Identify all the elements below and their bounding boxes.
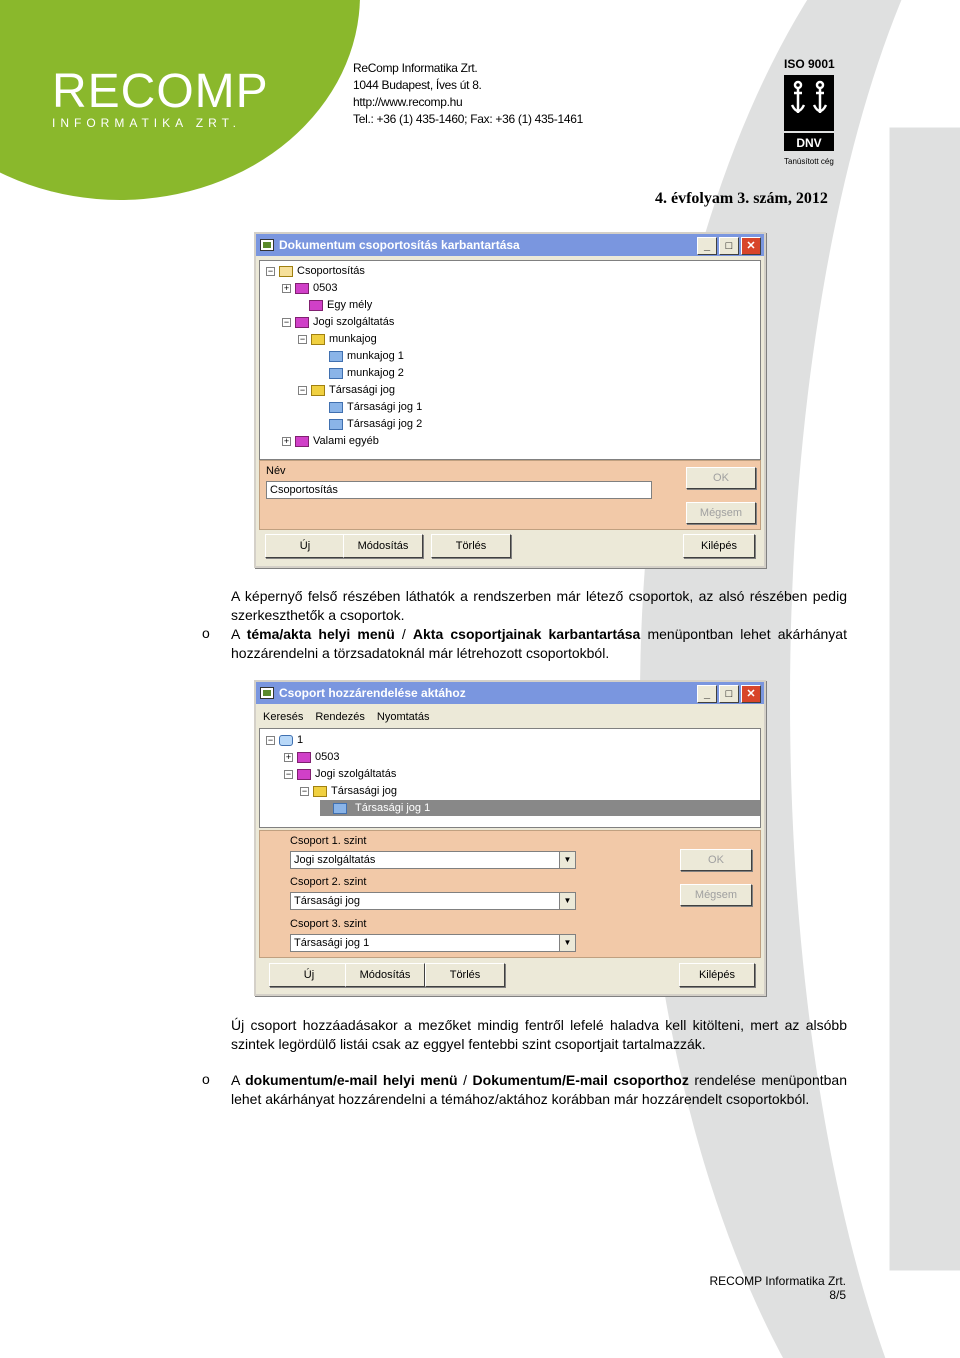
ok-button[interactable]: OK	[680, 849, 752, 871]
dropdown-arrow-icon[interactable]: ▼	[559, 893, 575, 909]
tree-node-label: munkajog 1	[347, 350, 404, 362]
tree-node[interactable]	[266, 263, 365, 279]
folder-icon	[311, 334, 325, 345]
tree-node-label: 0503	[313, 282, 338, 294]
tree-node-label: munkajog	[329, 333, 377, 345]
window-title: Csoport hozzárendelése aktához	[279, 686, 466, 700]
collapse-icon[interactable]: −	[267, 265, 274, 276]
new-button[interactable]: Új	[265, 534, 345, 558]
minimize-button[interactable]: _	[697, 685, 717, 703]
window-title: Dokumentum csoportosítás karbantartása	[279, 238, 520, 252]
edit-panel	[259, 460, 761, 530]
level-panel	[259, 830, 761, 958]
tree-node-label: Társasági jog 1	[351, 802, 434, 814]
window-titlebar[interactable]	[256, 682, 764, 704]
app-icon	[260, 239, 274, 251]
footer-company: RECOMP Informatika Zrt.	[709, 1274, 846, 1288]
tree-node-label: Csoportosítás	[297, 265, 365, 277]
tree-node[interactable]	[316, 348, 404, 364]
delete-button[interactable]: Törlés	[431, 534, 511, 558]
company-address: 1044 Budapest, Íves út 8.	[353, 78, 482, 92]
folder-icon	[333, 803, 347, 814]
tree-node-label: Társasági jog	[331, 785, 398, 797]
folder-icon	[329, 402, 343, 413]
tree-node-label: Társasági jog 2	[347, 418, 423, 430]
close-button[interactable]: ✕	[741, 237, 761, 255]
exit-button[interactable]: Kilépés	[683, 534, 755, 558]
paragraph-2	[231, 625, 847, 663]
tree-node-label: Jogi szolgáltatás	[315, 768, 397, 780]
collapse-icon[interactable]: −	[283, 316, 290, 327]
cancel-button[interactable]: Mégsem	[686, 502, 756, 524]
tree-node[interactable]	[316, 416, 422, 432]
footer	[710, 1274, 846, 1302]
group-assignment-window	[254, 680, 766, 996]
folder-icon	[329, 351, 343, 362]
tree-node[interactable]	[296, 297, 372, 313]
p2-menu-name: téma/akta helyi menü	[246, 626, 395, 642]
tree-node[interactable]	[282, 280, 337, 296]
issue-number: 4. évfolyam 3. szám, 2012	[655, 190, 828, 207]
name-label: Név	[266, 465, 286, 477]
level3-value: Társasági jog 1	[294, 937, 370, 949]
folder-icon	[309, 300, 323, 311]
company-name: ReComp Informatika Zrt.	[353, 61, 478, 75]
paragraph-3: Új csoport hozzáadásakor a mezőket mindig fentről lefelé haladva kell kitölteni, mert az alsóbb szintek legördülő listái csak az eggyel fentebbi szint csoportjait tartalmazzák.	[231, 1017, 847, 1052]
folder-icon	[311, 385, 325, 396]
menu-print[interactable]: Nyomtatás	[376, 711, 430, 723]
page-number: 8/5	[829, 1288, 846, 1302]
tree-node-label: munkajog 2	[347, 367, 404, 379]
tree-node-label: Egy mély	[327, 299, 373, 311]
group-maintenance-window	[254, 232, 766, 568]
tree-node[interactable]	[316, 365, 404, 381]
collapse-icon[interactable]: −	[267, 734, 274, 745]
minimize-button[interactable]: _	[697, 237, 717, 255]
collapse-icon[interactable]: −	[299, 384, 306, 395]
expand-icon[interactable]: +	[283, 435, 290, 446]
folder-icon	[329, 368, 343, 379]
p2-separator: /	[394, 626, 413, 642]
p4-menu-item: Dokumentum/E-mail csoporthoz	[472, 1072, 689, 1088]
tree-node[interactable]	[284, 749, 339, 765]
menu-bar	[263, 711, 429, 723]
folder-icon	[313, 786, 327, 797]
window-button-bar	[259, 531, 761, 563]
group-tree[interactable]	[259, 260, 761, 460]
company-logo-subtitle: INFORMATIKA ZRT.	[52, 116, 241, 130]
menu-sort[interactable]: Rendezés	[315, 711, 365, 723]
expand-icon[interactable]: +	[285, 751, 292, 762]
close-button[interactable]: ✕	[741, 685, 761, 703]
level1-value: Jogi szolgáltatás	[294, 854, 376, 866]
bullet-marker: o	[202, 625, 210, 641]
delete-button[interactable]: Törlés	[425, 963, 505, 987]
tree-node[interactable]	[266, 732, 303, 748]
p4-separator: /	[457, 1072, 473, 1088]
new-button[interactable]: Új	[269, 963, 349, 987]
tree-node-label: 0503	[315, 751, 340, 763]
p4-menu-name: dokumentum/e-mail helyi menü	[245, 1072, 458, 1088]
folder-icon	[329, 419, 343, 430]
tree-node-label: Jogi szolgáltatás	[313, 316, 395, 328]
cancel-button[interactable]: Mégsem	[680, 884, 752, 906]
modify-button[interactable]: Módosítás	[345, 963, 425, 987]
dropdown-arrow-icon[interactable]: ▼	[559, 935, 575, 951]
tree-node[interactable]	[282, 433, 379, 449]
tree-node-label: Társasági jog	[329, 384, 396, 396]
tree-node[interactable]	[300, 783, 397, 799]
maximize-button[interactable]: □	[719, 685, 739, 703]
level2-label: Csoport 2. szint	[290, 876, 367, 888]
tree-node[interactable]	[282, 314, 394, 330]
folder-icon	[295, 317, 309, 328]
window-titlebar[interactable]	[256, 234, 764, 256]
level1-label: Csoport 1. szint	[290, 835, 367, 847]
company-website: http://www.recomp.hu	[353, 95, 463, 109]
company-phone: Tel.: +36 (1) 435-1460; Fax: +36 (1) 435-1461	[353, 112, 583, 126]
folder-icon	[295, 283, 309, 294]
app-icon	[260, 687, 274, 699]
modify-button[interactable]: Módosítás	[343, 534, 423, 558]
folder-icon	[297, 752, 311, 763]
p2-text-a: A	[231, 626, 247, 642]
level3-label: Csoport 3. szint	[290, 918, 367, 930]
folder-icon	[297, 769, 311, 780]
exit-button[interactable]: Kilépés	[679, 963, 755, 987]
tree-node[interactable]	[298, 382, 395, 398]
group-tree[interactable]	[259, 728, 761, 828]
menu-search[interactable]: Keresés	[263, 711, 304, 723]
contact-block	[353, 60, 583, 128]
level2-select[interactable]	[290, 892, 576, 910]
collapse-icon[interactable]: −	[285, 768, 292, 779]
dnv-logo-text: DNV	[796, 136, 822, 150]
folder-icon	[295, 436, 309, 447]
expand-icon[interactable]: +	[283, 282, 290, 293]
tree-node-label: Valami egyéb	[313, 435, 379, 447]
window-button-bar	[259, 960, 761, 992]
tree-node-label: Társasági jog 1	[347, 401, 423, 413]
dnv-certification-logo	[784, 75, 834, 155]
level2-value: Társasági jog	[294, 895, 361, 907]
p2-text-e: menüpontban lehet akárhányat hozzárendelni a törzsadatoknál már létrehozott csoportokból.	[231, 626, 847, 661]
paragraph-1: A képernyő felső részében láthatók a rendszerben már létező csoportok, az alsó részében pedig szerkeszthetők a csoportok.	[231, 588, 847, 623]
paragraph-4	[231, 1071, 847, 1109]
tree-node[interactable]	[316, 399, 422, 415]
p4-text-e: rendelése menüpontban lehet akárhányat hozzárendelni a témához/aktához korábban már hozzárendelt csoportokból.	[231, 1072, 847, 1107]
tree-node[interactable]	[298, 331, 377, 347]
level3-select[interactable]	[290, 934, 576, 952]
folder-icon	[279, 735, 293, 746]
collapse-icon[interactable]: −	[301, 785, 308, 796]
level1-select[interactable]	[290, 851, 576, 869]
tree-node[interactable]	[284, 766, 396, 782]
tree-node-label: 1	[297, 734, 304, 746]
p4-text-a: A	[231, 1072, 246, 1088]
iso-label: ISO 9001	[784, 57, 835, 71]
tree-node[interactable]	[320, 800, 760, 816]
maximize-button[interactable]: □	[719, 237, 739, 255]
company-logo: RECOMP	[52, 65, 269, 118]
p2-menu-item: Akta csoportjainak karbantartása	[412, 626, 641, 642]
certified-company-label: Tanúsított cég	[784, 157, 834, 166]
collapse-icon[interactable]: −	[299, 333, 306, 344]
name-input[interactable]: Csoportosítás	[266, 481, 652, 499]
ok-button[interactable]: OK	[686, 467, 756, 489]
folder-icon	[279, 266, 293, 277]
dropdown-arrow-icon[interactable]: ▼	[559, 852, 575, 868]
bullet-marker: o	[202, 1071, 210, 1087]
